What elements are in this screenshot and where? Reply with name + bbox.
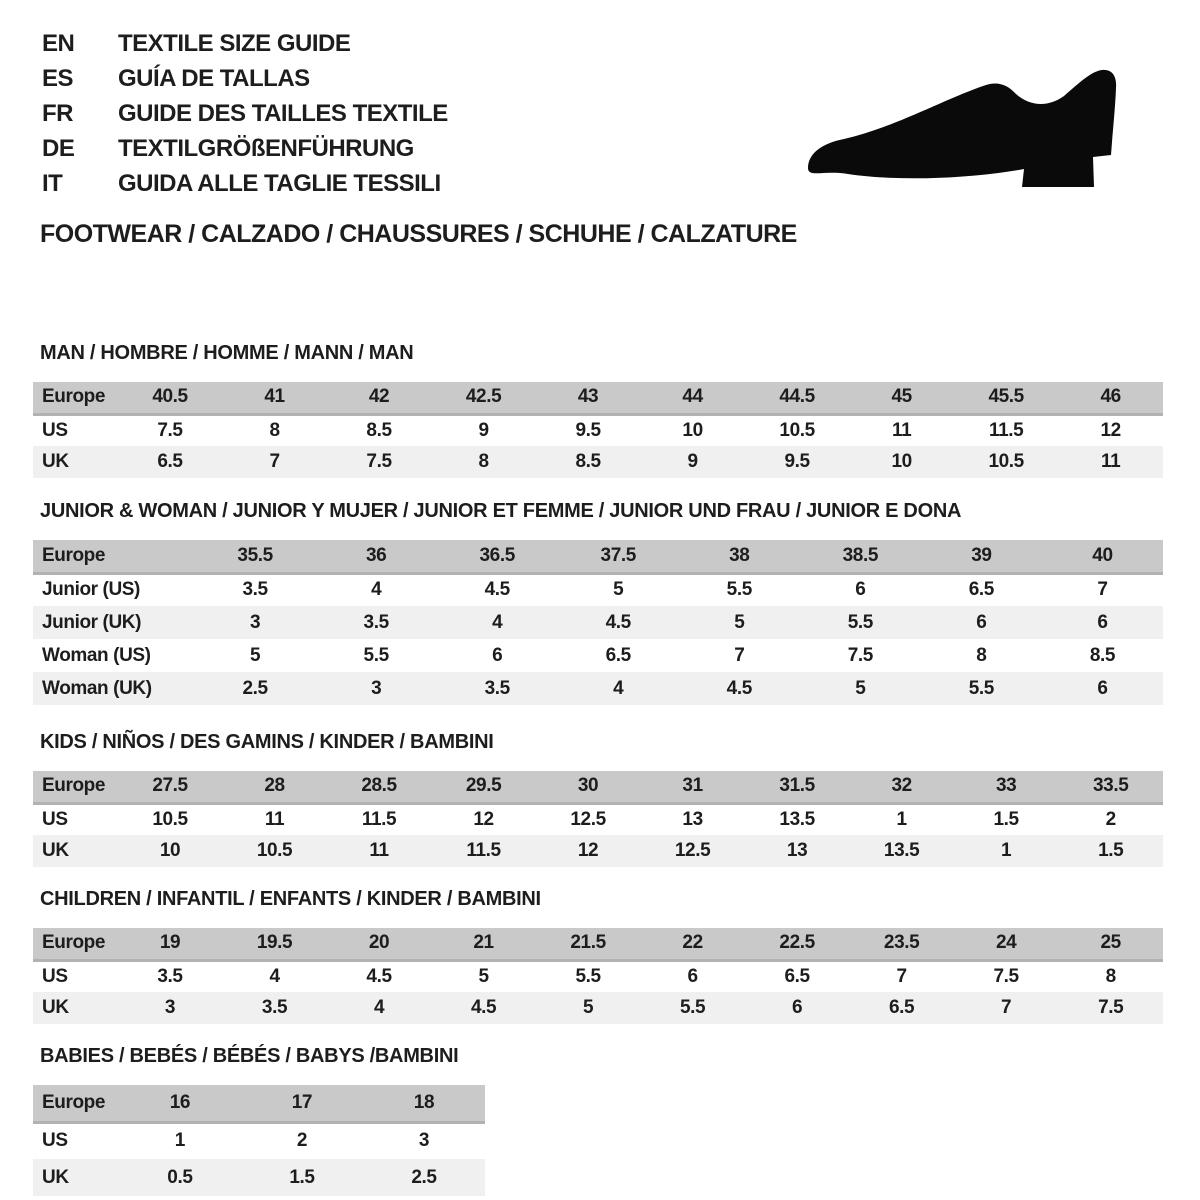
size-cell: 6	[792, 997, 803, 1018]
spacer	[33, 1068, 1163, 1085]
row-label: Europe	[33, 928, 118, 960]
size-cell: 0.5	[167, 1166, 193, 1188]
language-row-de	[42, 131, 448, 166]
size-cell: 7	[896, 965, 907, 987]
size-cell: 24	[954, 928, 1059, 960]
size-cell: 13.5	[883, 840, 920, 861]
language-title: GUIDA ALLE TAGLIE TESSILI	[118, 170, 441, 197]
size-cell: 5	[250, 644, 261, 666]
table-row	[33, 960, 1163, 992]
size-cell: 4	[492, 611, 503, 633]
section-man	[33, 342, 1163, 478]
row-label: US	[42, 1130, 68, 1152]
row-label: Junior (UK)	[42, 611, 142, 633]
size-cell: 36.5	[437, 540, 558, 573]
size-cell: 6.5	[968, 579, 994, 601]
section-children	[33, 888, 1163, 1024]
table-row	[33, 1122, 485, 1159]
size-cell: 36	[316, 540, 437, 573]
spacer	[33, 523, 1163, 540]
language-code: DE	[42, 135, 75, 162]
size-cell: 44	[640, 382, 745, 414]
table-row	[33, 771, 1163, 803]
size-cell: 4.5	[726, 677, 752, 699]
size-cell: 7	[1097, 579, 1108, 601]
language-title: TEXTILE SIZE GUIDE	[118, 30, 351, 57]
size-cell: 45.5	[954, 382, 1059, 414]
size-cell: 5.5	[679, 997, 706, 1018]
spacer	[33, 365, 1163, 382]
size-cell: 5.5	[575, 965, 601, 987]
table-row	[33, 414, 1163, 446]
row-label: Woman (UK)	[42, 677, 152, 699]
row-label: UK	[42, 451, 69, 472]
size-cell: 10.5	[779, 419, 815, 441]
size-cell: 1.5	[289, 1166, 315, 1188]
size-cell: 32	[849, 771, 954, 803]
size-cell: 13	[786, 840, 808, 861]
size-cell: 12.5	[570, 808, 606, 830]
size-cell: 11	[891, 419, 912, 441]
size-cell: 27.5	[118, 771, 223, 803]
language-row-fr	[42, 96, 448, 131]
size-table-man	[33, 382, 1163, 478]
size-cell: 3	[164, 997, 176, 1018]
size-cell: 44.5	[745, 382, 850, 414]
section-title-children: CHILDREN / INFANTIL / ENFANTS / KINDER / BAMBINI	[40, 888, 541, 910]
row-label: US	[42, 965, 68, 987]
size-cell: 9.5	[784, 451, 810, 472]
spacer	[33, 911, 1163, 928]
section-title-man: MAN / HOMBRE / HOMME / MANN / MAN	[40, 342, 414, 364]
size-cell: 6	[976, 611, 987, 633]
size-cell: 3.5	[363, 611, 389, 633]
table-row	[33, 803, 1163, 835]
size-cell: 10	[159, 840, 181, 861]
size-cell: 10.5	[988, 451, 1024, 472]
section-title-kids: KIDS / NIÑOS / DES GAMINS / KINDER / BAMBINI	[40, 731, 494, 753]
section-junior-woman	[33, 500, 1163, 705]
size-cell: 42.5	[431, 382, 536, 414]
language-code: FR	[42, 100, 73, 127]
size-cell: 5	[478, 965, 489, 987]
size-cell: 9.5	[575, 419, 601, 441]
size-cell: 5	[855, 677, 866, 699]
size-cell: 8.5	[366, 419, 392, 441]
table-row	[33, 1159, 485, 1196]
table-row	[33, 446, 1163, 478]
row-label: Europe	[33, 382, 118, 414]
size-cell: 11.5	[988, 419, 1024, 441]
size-cell: 4.5	[470, 997, 497, 1018]
size-cell: 11	[264, 808, 285, 830]
size-cell: 2.5	[242, 677, 268, 699]
language-row-en	[42, 26, 448, 61]
size-cell: 10.5	[256, 840, 293, 861]
size-cell: 46	[1058, 382, 1163, 414]
size-cell: 10.5	[152, 808, 188, 830]
table-row	[33, 928, 1163, 960]
size-cell: 12	[577, 840, 599, 861]
table-row	[33, 835, 1163, 867]
size-cell: 7	[269, 451, 280, 472]
section-babies	[33, 1045, 1163, 1196]
size-cell: 43	[536, 382, 641, 414]
size-cell: 6	[492, 644, 503, 666]
size-cell: 8	[1105, 965, 1116, 987]
size-cell: 21	[431, 928, 536, 960]
size-cell: 1	[896, 808, 907, 830]
size-table-babies	[33, 1085, 485, 1196]
row-label: US	[42, 419, 68, 441]
size-cell: 18	[363, 1085, 485, 1122]
size-cell: 4.5	[484, 579, 510, 601]
table-row	[33, 992, 1163, 1024]
size-cell: 19	[118, 928, 223, 960]
size-table-junior-woman	[33, 540, 1163, 705]
row-label: Woman (US)	[42, 644, 151, 666]
size-cell: 8.5	[1089, 644, 1116, 666]
table-row	[33, 573, 1163, 606]
table-row	[33, 540, 1163, 573]
spacer	[33, 754, 1163, 771]
size-cell: 7.5	[157, 419, 183, 441]
size-cell: 4	[373, 997, 385, 1018]
size-cell: 3	[418, 1130, 430, 1152]
size-cell: 5	[613, 579, 624, 601]
size-cell: 37.5	[558, 540, 679, 573]
size-cell: 21.5	[536, 928, 641, 960]
section-title-junior-woman: JUNIOR & WOMAN / JUNIOR Y MUJER / JUNIOR ET FEMME / JUNIOR UND FRAU / JUNIOR E DONA	[40, 500, 962, 522]
size-cell: 11.5	[361, 808, 397, 830]
size-cell: 28	[222, 771, 327, 803]
shoe-icon	[793, 56, 1149, 206]
size-cell: 17	[241, 1085, 363, 1122]
table-row	[33, 672, 1163, 705]
size-cell: 12.5	[674, 840, 711, 861]
size-cell: 7.5	[993, 965, 1019, 987]
size-cell: 7.5	[1098, 997, 1124, 1018]
size-cell: 33.5	[1058, 771, 1163, 803]
row-label: Europe	[33, 540, 195, 573]
size-cell: 20	[327, 928, 432, 960]
table-row	[33, 639, 1163, 672]
size-cell: 6	[855, 579, 866, 601]
size-cell: 40.5	[118, 382, 223, 414]
size-cell: 5.5	[968, 677, 994, 699]
size-cell: 3.5	[261, 997, 288, 1018]
size-cell: 38	[679, 540, 800, 573]
language-title: GUIDE DES TAILLES TEXTILE	[118, 100, 448, 127]
size-cell: 4	[269, 965, 280, 987]
size-cell: 3	[250, 611, 261, 633]
size-cell: 42	[327, 382, 432, 414]
size-cell: 29.5	[431, 771, 536, 803]
size-cell: 10	[891, 451, 912, 472]
size-cell: 16	[119, 1085, 241, 1122]
size-cell: 11	[1101, 451, 1121, 472]
size-table-children	[33, 928, 1163, 1024]
size-cell: 3.5	[242, 579, 268, 601]
section-title-babies: BABIES / BEBÉS / BÉBÉS / BABYS /BAMBINI	[40, 1045, 459, 1067]
size-cell: 3.5	[157, 965, 183, 987]
row-label: UK	[42, 1166, 69, 1188]
size-cell: 19.5	[222, 928, 327, 960]
table-row	[33, 606, 1163, 639]
size-cell: 35.5	[195, 540, 316, 573]
language-title: GUÍA DE TALLAS	[118, 65, 310, 92]
size-cell: 25	[1058, 928, 1163, 960]
size-cell: 6.5	[889, 997, 915, 1018]
size-cell: 6	[1097, 611, 1108, 633]
language-title: TEXTILGRÖßENFÜHRUNG	[118, 135, 414, 162]
size-cell: 22.5	[745, 928, 850, 960]
size-cell: 5.5	[847, 611, 873, 633]
language-row-es	[42, 61, 448, 96]
size-cell: 5.5	[363, 644, 389, 666]
size-cell: 45	[849, 382, 954, 414]
size-cell: 8.5	[575, 451, 601, 472]
size-cell: 6	[687, 965, 698, 987]
section-kids	[33, 731, 1163, 867]
language-row-it	[42, 166, 448, 201]
size-cell: 40	[1042, 540, 1163, 573]
size-cell: 3	[371, 677, 382, 699]
size-cell: 2	[1105, 808, 1116, 830]
size-cell: 6.5	[605, 644, 631, 666]
size-cell: 5	[582, 997, 594, 1018]
size-cell: 33	[954, 771, 1059, 803]
size-cell: 31.5	[745, 771, 850, 803]
size-cell: 31	[640, 771, 745, 803]
size-cell: 10	[682, 419, 703, 441]
category-title: FOOTWEAR / CALZADO / CHAUSSURES / SCHUHE / CALZATURE	[40, 220, 797, 248]
row-label: UK	[42, 840, 69, 861]
language-code: ES	[42, 65, 74, 92]
size-cell: 7	[1001, 997, 1012, 1018]
size-cell: 41	[222, 382, 327, 414]
size-cell: 3.5	[484, 677, 510, 699]
row-label: UK	[42, 997, 69, 1018]
size-cell: 8	[478, 451, 489, 472]
size-cell: 13	[682, 808, 703, 830]
size-cell: 38.5	[800, 540, 921, 573]
size-cell: 2.5	[411, 1166, 437, 1188]
size-cell: 6.5	[157, 451, 183, 472]
language-code: EN	[42, 30, 75, 57]
size-cell: 12	[1100, 419, 1121, 441]
size-cell: 4	[371, 579, 382, 601]
size-cell: 6.5	[784, 965, 810, 987]
size-cell: 7.5	[366, 451, 392, 472]
row-label: US	[42, 808, 68, 830]
language-code: IT	[42, 170, 63, 197]
size-cell: 4.5	[605, 611, 631, 633]
size-cell: 8	[976, 644, 987, 666]
size-table-kids	[33, 771, 1163, 867]
size-cell: 5.5	[726, 579, 752, 601]
size-cell: 9	[687, 451, 698, 472]
size-cell: 30	[536, 771, 641, 803]
size-cell: 13.5	[779, 808, 815, 830]
size-cell: 22	[640, 928, 745, 960]
size-cell: 9	[478, 419, 489, 441]
size-cell: 7	[734, 644, 745, 666]
language-title-list	[42, 26, 448, 201]
row-label: Junior (US)	[42, 579, 140, 601]
size-cell: 1	[174, 1130, 185, 1152]
size-cell: 23.5	[849, 928, 954, 960]
table-row	[33, 1085, 485, 1122]
size-cell: 7.5	[847, 644, 873, 666]
row-label: Europe	[33, 771, 118, 803]
size-cell: 2	[296, 1130, 307, 1152]
size-cell: 39	[921, 540, 1042, 573]
size-cell: 11.5	[466, 840, 501, 861]
size-cell: 1.5	[1098, 840, 1124, 861]
size-cell: 8	[269, 419, 280, 441]
size-cell: 5	[734, 611, 745, 633]
size-cell: 1	[1001, 840, 1012, 861]
size-cell: 12	[473, 808, 494, 830]
size-cell: 6	[1097, 677, 1108, 699]
size-cell: 4.5	[366, 965, 392, 987]
size-cell: 1.5	[993, 808, 1019, 830]
size-cell: 28.5	[327, 771, 432, 803]
size-cell: 11	[369, 840, 389, 861]
table-row	[33, 382, 1163, 414]
size-cell: 4	[613, 677, 624, 699]
row-label: Europe	[33, 1085, 119, 1122]
